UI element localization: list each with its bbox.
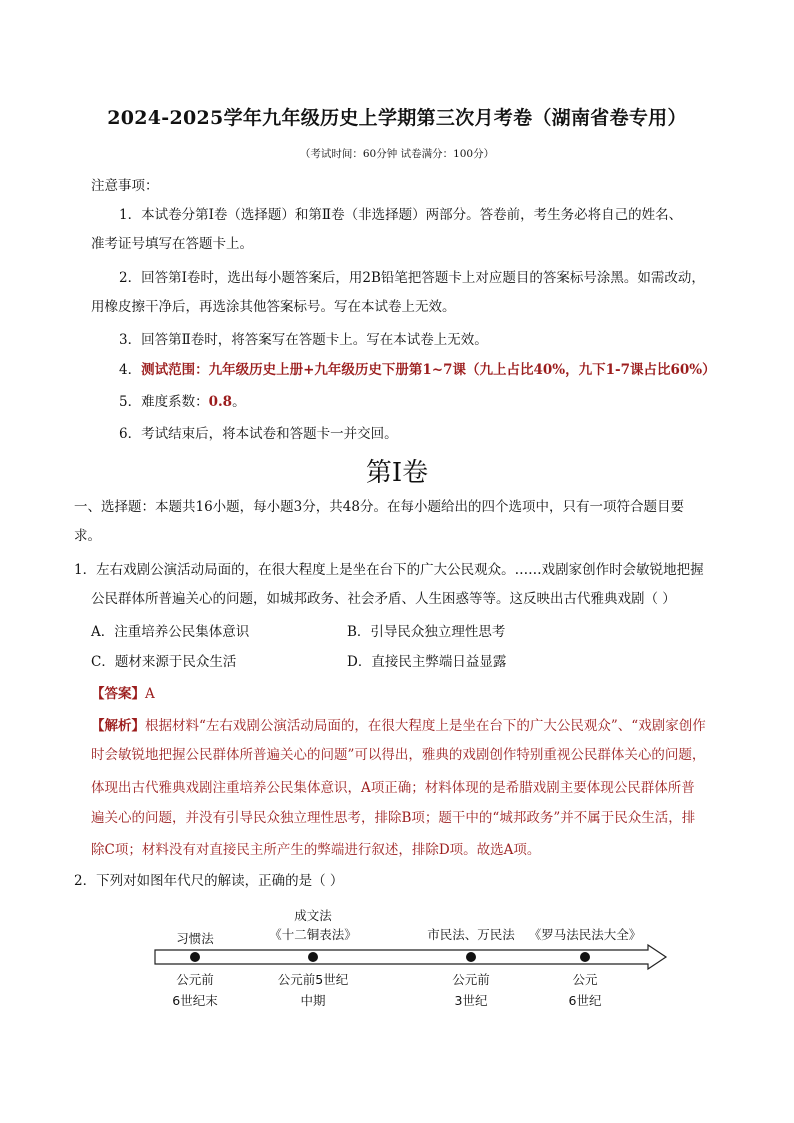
event-4-date-line-2: 6世纪	[568, 993, 602, 1008]
answer-label: 【答案】	[91, 686, 145, 702]
analysis-label: 【解析】	[91, 718, 145, 734]
exam-subtitle: （考试时间：60分钟 试卷满分：100分）	[299, 148, 495, 160]
difficulty-value: 0.8	[208, 394, 233, 410]
q1-answer	[91, 684, 155, 704]
event-4-label: 《罗马法民法大全》	[528, 927, 642, 942]
q1-option-b: B．引导民众独立理性思考	[347, 624, 506, 640]
notes-heading: 注意事项：	[91, 178, 159, 194]
note-item-3: 3．回答第Ⅱ卷时，将答案写在答题卡上。写在本试卷上无效。	[119, 332, 488, 348]
event-3-date-line-1: 公元前	[452, 972, 490, 987]
note-item-5-suffix: 。	[232, 394, 246, 410]
note-item-2: 2．回答第Ⅰ卷时，选出每小题答案后，用2B铅笔把答题卡上对应题目的答案标号涂黑。如需改动，	[119, 270, 705, 286]
q1-option-c: C．题材来源于民众生活	[91, 654, 237, 670]
event-2-label: 《十二铜表法》	[269, 927, 357, 942]
note-item-1-cont: 准考证号填写在答题卡上。	[91, 236, 253, 252]
note-item-4-prefix: 4．	[119, 362, 142, 378]
note-item-4	[119, 360, 716, 380]
exam-title: 2024-2025学年九年级历史上学期第三次月考卷（湖南省卷专用）	[107, 107, 687, 129]
event-1-date-line-2: 6世纪末	[172, 993, 218, 1008]
question-1-stem-cont: 公民群体所普遍关心的问题，如城邦政务、社会矛盾、人生困惑等等。这反映出古代雅典戏剧（ ）	[91, 591, 676, 607]
timeline-dot-1	[190, 952, 200, 962]
analysis-text: 根据材料“左右戏剧公演活动局面的，在很大程度上是坐在台下的广大公民观众”、“戏剧家创作	[145, 718, 706, 734]
note-item-4-text: 测试范围：九年级历史上册+九年级历史下册第1~7课（九上占比40%，九下1-7课占比60%）	[141, 362, 716, 378]
note-item-5-prefix: 5．	[119, 394, 142, 410]
section-heading: 第Ⅰ卷	[365, 458, 429, 488]
event-1-date-line-1: 公元前	[176, 972, 214, 987]
event-3-label: 市民法、万民法	[427, 927, 515, 942]
timeline-arrow	[0, 895, 794, 1015]
q1-analysis-line-3: 体现出古代雅典戏剧注重培养公民集体意识，A项正确；材料体现的是希腊戏剧主要体现公民群体所普	[91, 780, 695, 796]
event-3-date-line-2: 3世纪	[454, 993, 488, 1008]
q1-analysis-line-4: 遍关心的问题，并没有引导民众独立理性思考，排除B项；题干中的“城邦政务”并不属于民众生活，排	[91, 810, 696, 826]
q1-option-a: A．注重培养公民集体意识	[91, 624, 250, 640]
note-item-6: 6．考试结束后，将本试卷和答题卡一并交回。	[119, 426, 398, 442]
q1-option-d: D．直接民主弊端日益显露	[347, 654, 507, 670]
note-item-5	[119, 392, 246, 412]
timeline-dot-3	[466, 952, 476, 962]
timeline-dot-2	[308, 952, 318, 962]
section-instruction-cont: 求。	[74, 528, 101, 544]
question-2-stem: 2．下列对如图年代尺的解读，正确的是（ ）	[74, 873, 344, 889]
section-instruction: 一、选择题：本题共16小题，每小题3分，共48分。在每小题给出的四个选项中，只有一项符合题目要	[74, 499, 684, 515]
event-2-date-line-2: 中期	[300, 993, 326, 1008]
event-1-label: 习惯法	[176, 931, 214, 946]
note-item-2-cont: 用橡皮擦干净后，再选涂其他答案标号。写在本试卷上无效。	[91, 299, 456, 315]
q1-analysis-line-2: 时会敏锐地把握公民群体所普遍关心的问题”可以得出，雅典的戏剧创作特别重视公民群体关心的问题，	[91, 747, 706, 763]
q1-analysis-line-5: 除C项；材料没有对直接民主所产生的弊端进行叙述，排除D项。故选A项。	[91, 842, 541, 858]
timeline-figure	[0, 895, 794, 1015]
difficulty-label: 难度系数：	[141, 394, 209, 410]
event-4-date-line-1: 公元	[572, 972, 598, 987]
event-2-top-label: 成文法	[294, 908, 332, 923]
event-2-date-line-1: 公元前5世纪	[277, 972, 349, 987]
question-1-stem: 1．左右戏剧公演活动局面的，在很大程度上是坐在台下的广大公民观众。……戏剧家创作时会敏锐地把握	[74, 562, 704, 578]
timeline-dot-4	[580, 952, 590, 962]
note-item-1: 1．本试卷分第Ⅰ卷（选择题）和第Ⅱ卷（非选择题）两部分。答卷前，考生务必将自己的姓名、	[119, 207, 683, 223]
q1-analysis-line-1	[91, 716, 706, 736]
answer-value: A	[145, 686, 155, 702]
